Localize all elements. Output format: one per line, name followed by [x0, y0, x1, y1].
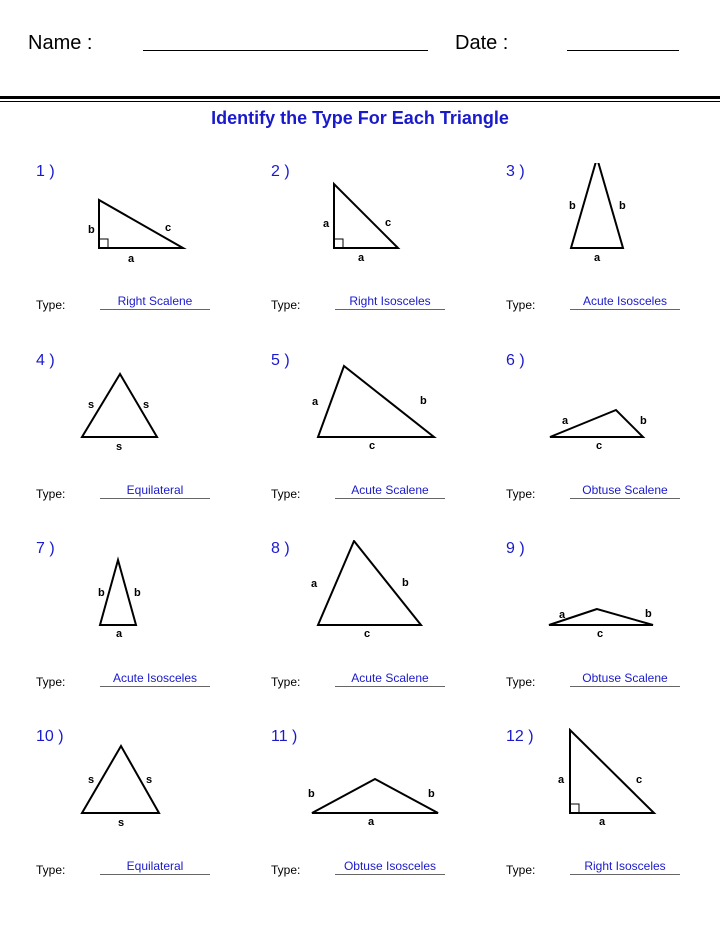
- side-label: a: [311, 578, 318, 590]
- type-label: Type:: [271, 298, 301, 312]
- date-label: Date :: [455, 32, 509, 54]
- side-label: b: [420, 395, 427, 407]
- problem-number: 2 ): [271, 163, 290, 180]
- triangle-figure: [271, 540, 506, 670]
- problem-4: [36, 352, 271, 540]
- triangle-figure: [506, 163, 720, 293]
- type-label: Type:: [506, 298, 536, 312]
- side-label: a: [358, 252, 365, 264]
- side-label: c: [385, 217, 392, 229]
- answer-field[interactable]: Acute Scalene: [335, 483, 445, 499]
- worksheet-header: [0, 0, 720, 90]
- side-label: c: [369, 440, 376, 452]
- name-label: Name :: [28, 32, 93, 54]
- side-label: a: [558, 774, 565, 786]
- problem-number: 12 ): [506, 728, 534, 745]
- side-label: a: [323, 218, 330, 230]
- side-label: b: [428, 788, 435, 800]
- answer-field[interactable]: Right Isosceles: [570, 859, 680, 875]
- problem-11: [271, 728, 506, 916]
- side-label: b: [569, 200, 576, 212]
- triangle-figure: [36, 540, 271, 670]
- side-label: b: [134, 587, 141, 599]
- problem-9: [506, 540, 720, 728]
- side-label: s: [146, 774, 153, 786]
- problem-number: 9 ): [506, 540, 525, 557]
- header-divider-thick: [0, 96, 720, 99]
- side-label: c: [596, 440, 603, 452]
- problem-number: 5 ): [271, 352, 290, 369]
- answer-field[interactable]: Obtuse Scalene: [570, 483, 680, 499]
- type-label: Type:: [271, 675, 301, 689]
- side-label: c: [165, 222, 172, 234]
- side-label: a: [559, 609, 566, 621]
- problem-5: [271, 352, 506, 540]
- problem-number: 7 ): [36, 540, 55, 557]
- type-label: Type:: [271, 487, 301, 501]
- side-label: a: [599, 816, 606, 828]
- problem-number: 4 ): [36, 352, 55, 369]
- side-label: a: [128, 253, 135, 265]
- worksheet-title: Identify the Type For Each Triangle: [211, 108, 509, 128]
- type-label: Type:: [36, 863, 66, 877]
- triangle-figure: [36, 163, 271, 293]
- triangle-figure: [506, 728, 720, 858]
- side-label: b: [308, 788, 315, 800]
- side-label: a: [562, 415, 569, 427]
- answer-field[interactable]: Acute Isosceles: [570, 294, 680, 310]
- type-label: Type:: [36, 487, 66, 501]
- answer-field[interactable]: Right Scalene: [100, 294, 210, 310]
- side-label: s: [88, 399, 95, 411]
- side-label: b: [640, 415, 647, 427]
- answer-field[interactable]: Obtuse Scalene: [570, 671, 680, 687]
- side-label: s: [143, 399, 150, 411]
- answer-field[interactable]: Equilateral: [100, 859, 210, 875]
- problem-12: [506, 728, 720, 916]
- answer-field[interactable]: Equilateral: [100, 483, 210, 499]
- triangle-figure: [36, 728, 271, 858]
- side-label: b: [402, 577, 409, 589]
- side-label: c: [364, 628, 371, 640]
- type-label: Type:: [506, 863, 536, 877]
- problem-number: 1 ): [36, 163, 55, 180]
- triangle-figure: [271, 163, 506, 293]
- side-label: c: [597, 628, 604, 640]
- triangle-figure: [271, 728, 506, 858]
- problem-number: 10 ): [36, 728, 64, 745]
- side-label: c: [636, 774, 643, 786]
- side-label: s: [88, 774, 95, 786]
- side-label: a: [312, 396, 319, 408]
- name-field-line[interactable]: [143, 50, 428, 51]
- side-label: a: [116, 628, 123, 640]
- side-label: b: [619, 200, 626, 212]
- problem-6: [506, 352, 720, 540]
- answer-field[interactable]: Obtuse Isosceles: [335, 859, 445, 875]
- header-divider-thin: [0, 101, 720, 102]
- problem-7: [36, 540, 271, 728]
- side-label: b: [645, 608, 652, 620]
- side-label: s: [118, 817, 125, 829]
- problem-number: 11 ): [271, 728, 298, 745]
- side-label: b: [98, 587, 105, 599]
- problem-number: 8 ): [271, 540, 290, 557]
- problem-2: [271, 163, 506, 351]
- problem-1: [36, 163, 271, 351]
- triangle-figure: [506, 352, 720, 482]
- problem-10: [36, 728, 271, 916]
- type-label: Type:: [271, 863, 301, 877]
- type-label: Type:: [506, 675, 536, 689]
- side-label: s: [116, 441, 123, 453]
- problem-8: [271, 540, 506, 728]
- triangle-figure: [36, 352, 271, 482]
- date-field-line[interactable]: [567, 50, 679, 51]
- side-label: b: [88, 224, 95, 236]
- triangle-figure: [506, 540, 720, 670]
- triangle-figure: [271, 352, 506, 482]
- problem-3: [506, 163, 720, 351]
- problem-number: 6 ): [506, 352, 525, 369]
- type-label: Type:: [506, 487, 536, 501]
- side-label: a: [594, 252, 601, 264]
- answer-field[interactable]: Right Isosceles: [335, 294, 445, 310]
- answer-field[interactable]: Acute Scalene: [335, 671, 445, 687]
- side-label: a: [368, 816, 375, 828]
- answer-field[interactable]: Acute Isosceles: [100, 671, 210, 687]
- type-label: Type:: [36, 298, 66, 312]
- problem-number: 3 ): [506, 163, 525, 180]
- type-label: Type:: [36, 675, 66, 689]
